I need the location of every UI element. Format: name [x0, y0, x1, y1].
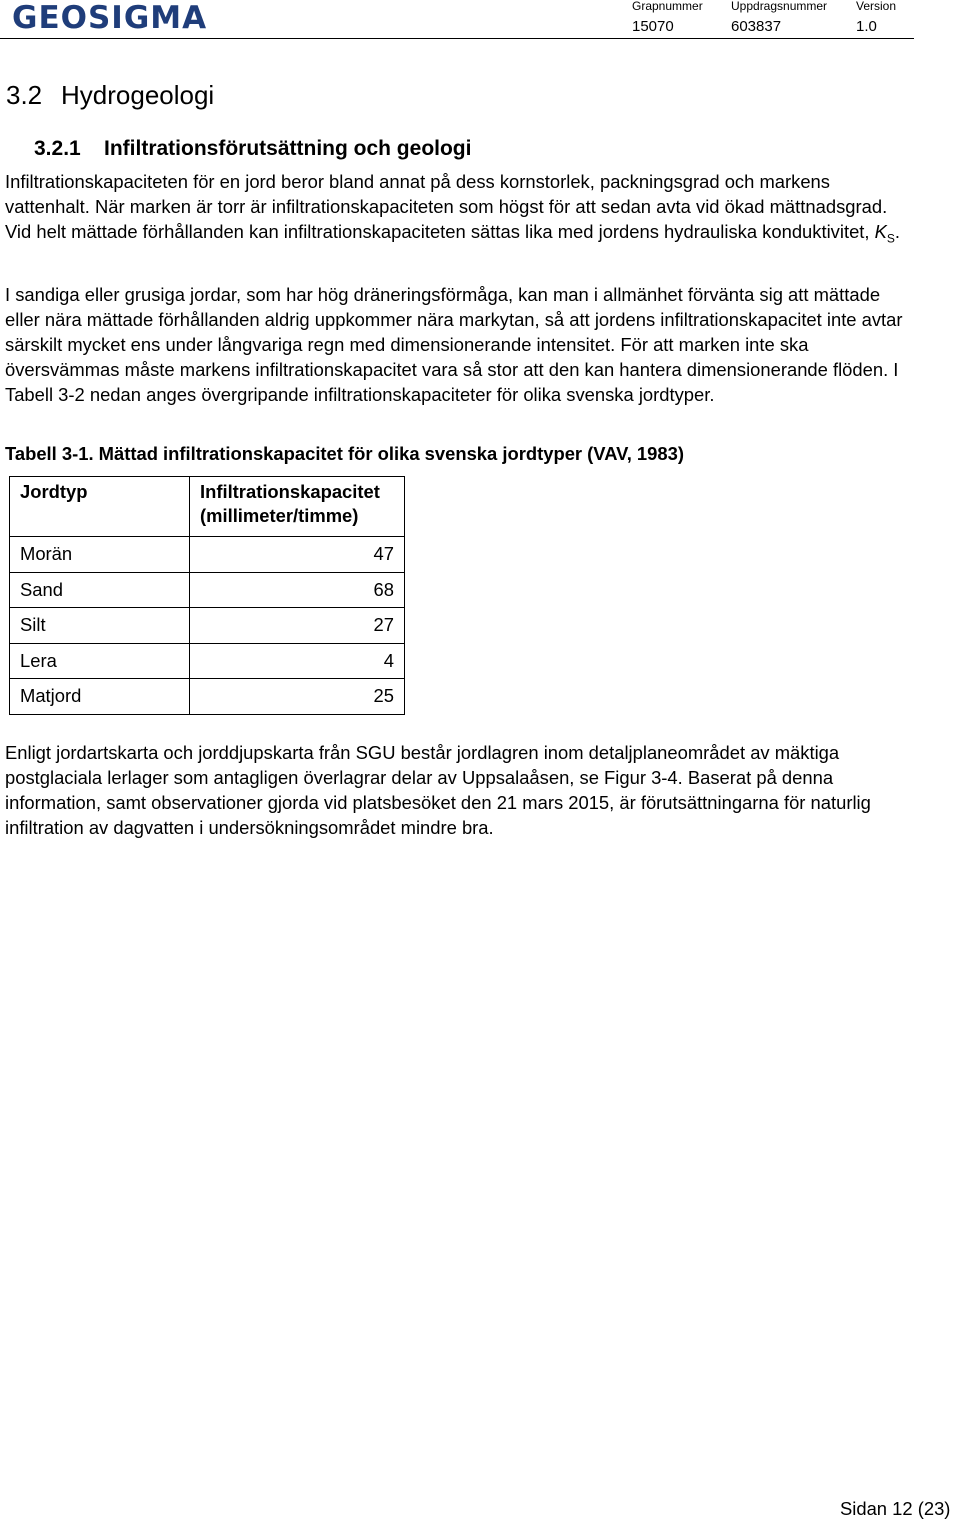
subsection-number: 3.2.1 [34, 137, 81, 160]
capacity-cell: 25 [190, 679, 405, 715]
header-column-version [856, 0, 896, 34]
paragraph-end: . [894, 221, 901, 242]
table-row [10, 643, 405, 679]
soil-type-cell: Morän [10, 537, 190, 573]
header-label: Grapnummer [632, 0, 703, 13]
header-value: 15070 [632, 18, 674, 35]
header-label: Uppdragsnummer [731, 0, 828, 13]
geosigma-logo: GEOSIGMA [12, 0, 208, 36]
page-number: Sidan 12 (23) [840, 1498, 951, 1519]
soil-type-cell: Sand [10, 572, 190, 608]
header-value: 603837 [731, 18, 782, 35]
infiltration-table [9, 476, 405, 715]
table-row [10, 537, 405, 573]
capacity-cell: 47 [190, 537, 405, 573]
section-heading [6, 80, 214, 110]
paragraph-text: Infiltrationskapaciteten för en jord beror bland annat på dess kornstorlek, packningsgrad och markens vattenhalt. När marken är torr är infiltrationskapaciteten som högst för att sedan avta vid ökad mättnadsgrad. Vid helt mättade förhållanden kan infiltrationskapaciteten sättas lika med jordens hydrauliska konduktivitet, [5, 171, 888, 242]
header-value: 1.0 [856, 18, 877, 35]
capacity-cell: 4 [190, 643, 405, 679]
soil-type-cell: Lera [10, 643, 190, 679]
paragraph-soil-maps: Enligt jordartskarta och jorddjupskarta från SGU består jordlagren inom detaljplaneområdet av mäktiga postglaciala lerlager som antagligen överlagrar delar av Uppsalaåsen, se Figur 3-4. Baserat på denna information, samt observationer gjorda vid platsbesöket den 21 mars 2015, är förutsättningarna för naturlig infiltration av dagvatten i undersökningsområdet mindre bra. [5, 742, 871, 838]
header-label: Version [856, 0, 897, 13]
table-header-row [10, 477, 405, 537]
subsection-title: Infiltrationsförutsättning och geologi [104, 137, 472, 160]
header-column-grapnummer [632, 0, 703, 34]
capacity-cell: 27 [190, 608, 405, 644]
column-header-infiltration-capacity: Infiltrationskapacitet (millimeter/timme) [190, 477, 405, 537]
table-row [10, 679, 405, 715]
header-column-uppdragsnummer [731, 0, 827, 34]
subsection-heading [34, 136, 471, 162]
column-header-soil-type: Jordtyp [10, 477, 190, 537]
table-caption: Tabell 3-1. Mättad infiltrationskapacitet för olika svenska jordtyper (VAV, 1983) [5, 443, 684, 464]
header-divider [0, 38, 914, 39]
section-title: Hydrogeologi [61, 80, 215, 110]
page-header [0, 0, 960, 42]
paragraph-sandy-soils: I sandiga eller grusiga jordar, som har hög dräneringsförmåga, kan man i allmänhet förvänta sig att mättade eller nära mättade förhållanden aldrig uppkommer nära markytan, så att jordens infiltrationskapacitet inte avtar särskilt mycket ens under långvariga regn med dimensionerande intensitet. För att marken inte ska översvämmas måste markens infiltrationskapacitet vara så stor att den kan hantera dimensionerande flöden. I Tabell 3-2 nedan anges övergripande infiltrationskapaciteter för olika svenska jordtyper. [5, 284, 903, 405]
conductivity-symbol: K [874, 221, 887, 242]
section-number: 3.2 [6, 80, 43, 110]
paragraph-infiltration-capacity [5, 169, 910, 252]
conductivity-subscript: S [886, 231, 895, 246]
soil-type-cell: Matjord [10, 679, 190, 715]
table-row [10, 608, 405, 644]
soil-type-cell: Silt [10, 608, 190, 644]
capacity-cell: 68 [190, 572, 405, 608]
table-row [10, 572, 405, 608]
